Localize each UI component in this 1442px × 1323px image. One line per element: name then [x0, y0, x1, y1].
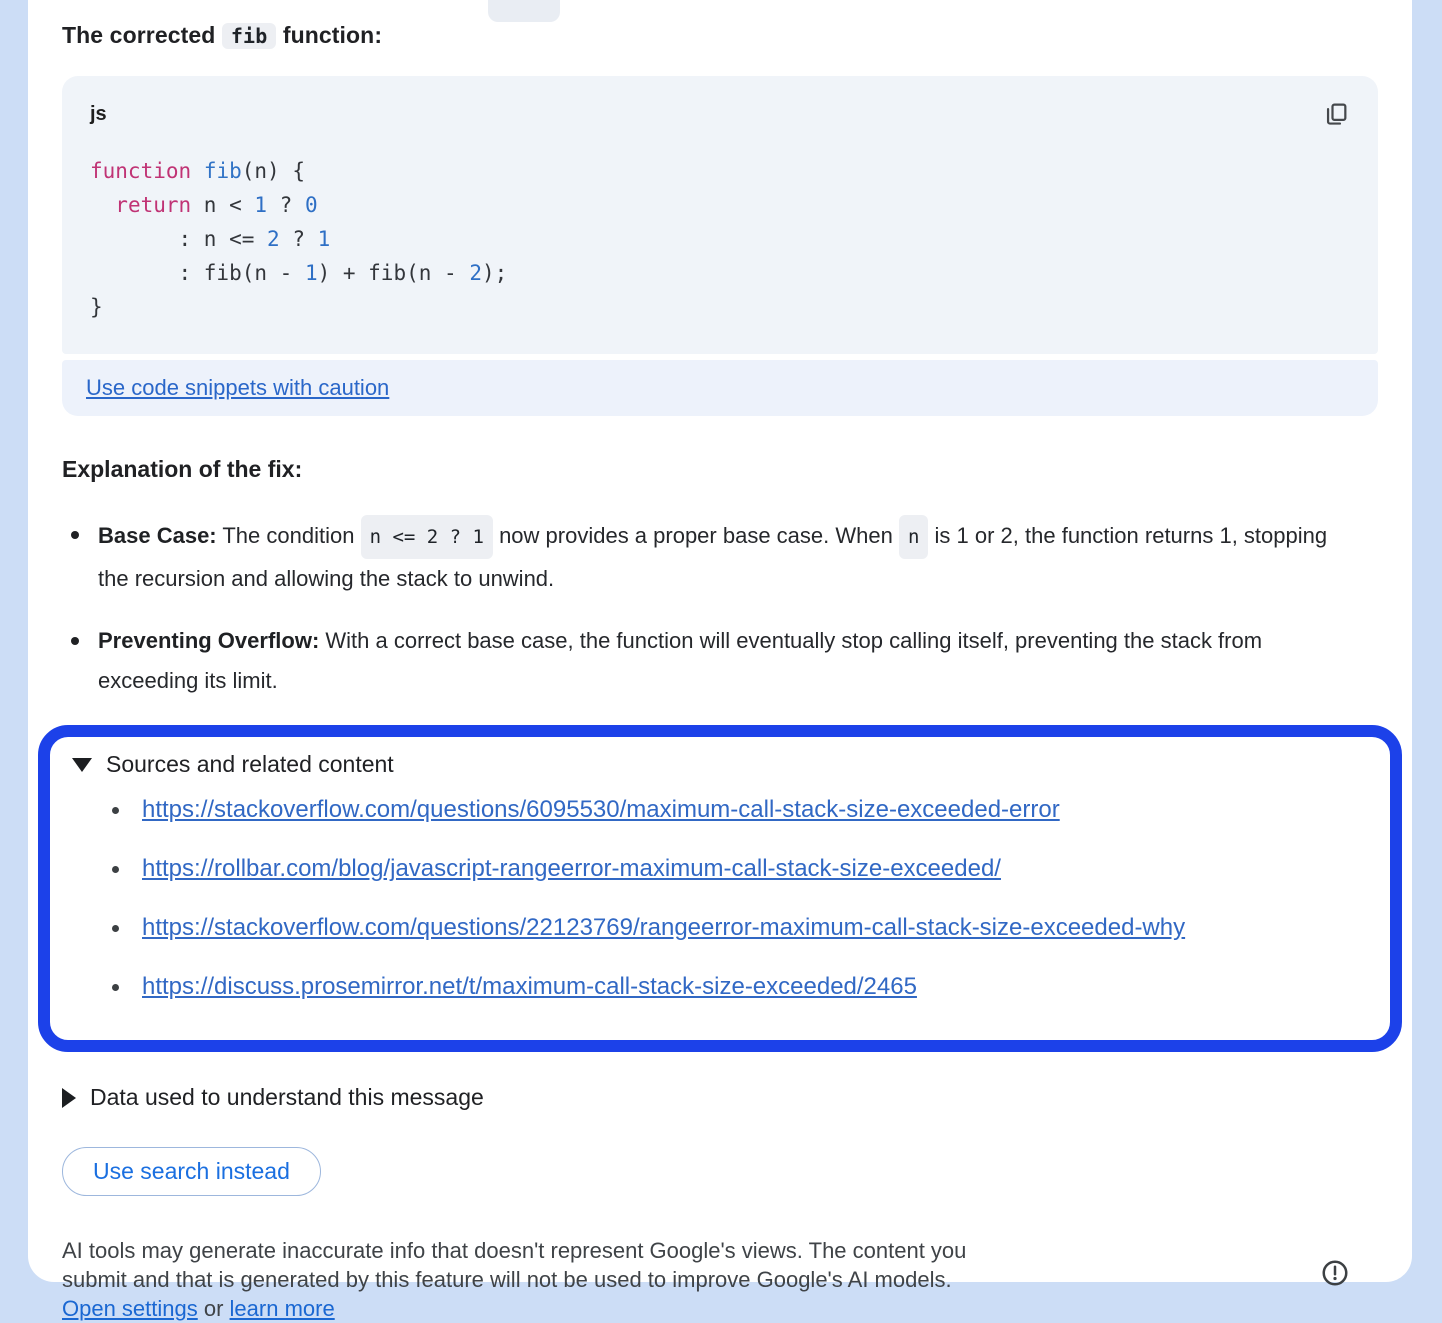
- code-line: return n < 1 ? 0: [115, 193, 318, 217]
- code-block-header: [90, 98, 1352, 130]
- explanation-heading: Explanation of the fix:: [62, 456, 303, 482]
- info-icon: [1320, 1276, 1350, 1291]
- source-item: [72, 906, 1282, 953]
- code-line: : fib(n - 1) + fib(n - 2);: [90, 261, 508, 285]
- code-caution-bar: [62, 360, 1378, 416]
- sources-annotation-box: [38, 725, 1402, 1052]
- disclaimer-text: [62, 1236, 966, 1323]
- source-link[interactable]: https://stackoverflow.com/questions/6095530/maximum-call-stack-size-exceeded-error: [142, 796, 1060, 823]
- code-line: : n <= 2 ? 1: [90, 227, 331, 251]
- source-link[interactable]: https://discuss.prosemirror.net/t/maximum-call-stack-size-exceeded/2465: [142, 973, 917, 1000]
- code-caution-link[interactable]: Use code snippets with caution: [86, 375, 390, 400]
- disclaimer-conjunction: or: [197, 1296, 230, 1321]
- copy-code-button[interactable]: [1320, 98, 1352, 130]
- intro-prefix: The corrected: [62, 22, 222, 48]
- inline-code: n: [899, 515, 928, 559]
- source-item: [72, 965, 1282, 1012]
- disclaimer-line-2: submit and that is generated by this feature will not be used to improve Google's AI models.: [62, 1267, 952, 1292]
- intro-line: [62, 22, 1378, 49]
- collapse-triangle-icon: [72, 758, 92, 772]
- data-used-label: Data used to understand this message: [90, 1084, 484, 1110]
- data-used-toggle[interactable]: [62, 1084, 1378, 1111]
- source-item: [72, 847, 1282, 894]
- intro-suffix: function:: [276, 22, 383, 48]
- expand-triangle-icon: [62, 1088, 76, 1108]
- open-settings-link[interactable]: Open settings: [62, 1296, 198, 1321]
- source-link[interactable]: https://rollbar.com/blog/javascript-rangeerror-maximum-call-stack-size-exceeded/: [142, 855, 1001, 882]
- code-line: function fib(n) {: [90, 159, 305, 183]
- source-item: [72, 788, 1282, 835]
- code-language-label: js: [90, 102, 107, 125]
- cropped-code-chip-fragment: [488, 0, 560, 22]
- use-search-instead-button[interactable]: Use search instead: [62, 1147, 321, 1196]
- source-link[interactable]: https://stackoverflow.com/questions/22123769/rangeerror-maximum-call-stack-size-exceeded-why: [142, 914, 1186, 941]
- ai-response-card: [28, 0, 1412, 1321]
- explanation-list: [62, 515, 1378, 701]
- explanation-item: Preventing Overflow: With a correct base case, the function will eventually stop calling itself, preventing the stack from exceeding its limit.: [62, 621, 1332, 701]
- code-line: }: [90, 295, 103, 319]
- inline-code: n <= 2 ? 1: [361, 515, 493, 559]
- sources-list: [72, 788, 1368, 1012]
- explanation-item: Base Case: The condition n <= 2 ? 1 now provides a proper base case. When n is 1 or 2, the function returns 1, stopping the recursion and allowing the stack to unwind.: [62, 515, 1332, 599]
- inline-code-fib: fib: [222, 23, 276, 49]
- disclaimer-line-1: AI tools may generate inaccurate info that doesn't represent Google's views. The content you: [62, 1238, 967, 1263]
- disclaimer-section: [62, 1236, 1378, 1323]
- copy-icon: [1322, 116, 1350, 131]
- code-lines: [90, 154, 1352, 324]
- sources-toggle[interactable]: [72, 751, 1368, 778]
- code-block: [62, 76, 1378, 354]
- learn-more-link[interactable]: learn more: [229, 1296, 335, 1321]
- feedback-button[interactable]: [1320, 1258, 1350, 1288]
- sources-toggle-label: Sources and related content: [106, 751, 394, 777]
